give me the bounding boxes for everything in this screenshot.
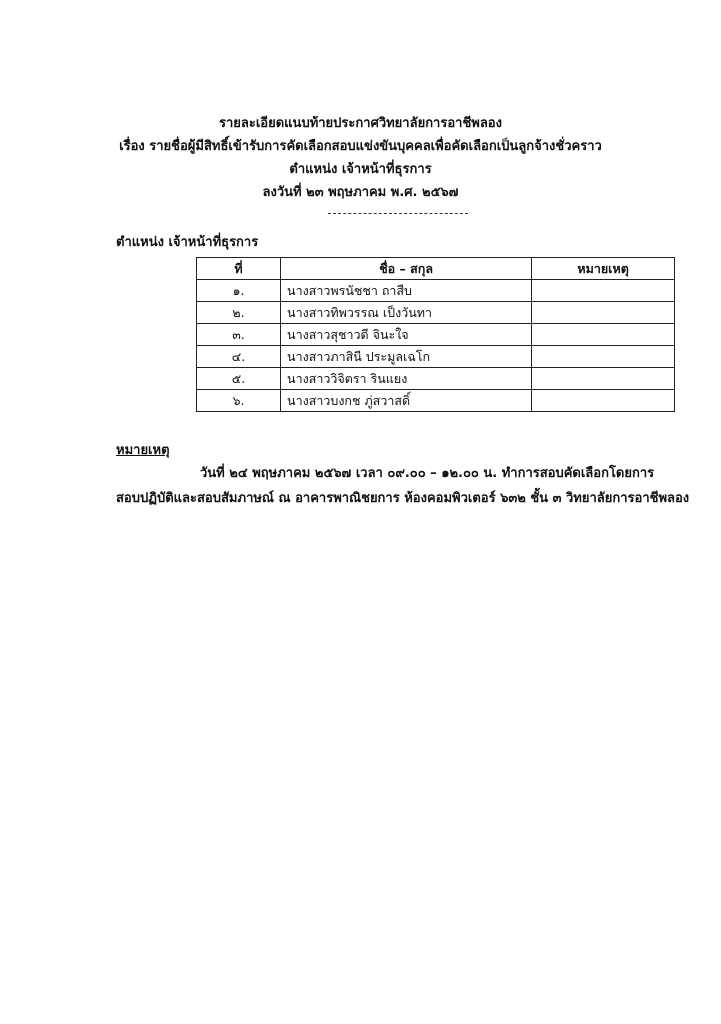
row-name: นางสาววิจิตรา รินแยง [281,368,532,390]
document-header [0,112,721,204]
note-text-line1: วันที่ ๒๔ พฤษภาคม ๒๕๖๗ เวลา ๐๙.๐๐ – ๑๒.๐๐ น. ทำการสอบคัดเลือกโดยการ [200,466,655,481]
header-divider [328,213,468,214]
row-remark [532,302,675,324]
column-header-name: ชื่อ – สกุล [281,258,532,280]
table-row [197,368,675,390]
column-header-number: ที่ [197,258,281,280]
note-text-line2: สอบปฏิบัติและสอบสัมภาษณ์ ณ อาคารพาณิชยการ ห้องคอมพิวเตอร์ ๖๓๒ ชั้น ๓ วิทยาลัยการอาชีพลอง [116,491,690,506]
candidate-table [196,257,675,412]
row-number: ๔. [197,346,281,368]
table-header-row [197,258,675,280]
header-subject: เรื่อง รายชื่อผู้มีสิทธิ์เข้ารับการคัดเลือกสอบแข่งขันบุคคลเพื่อคัดเลือกเป็นลูกจ้างชั่วคราว [119,139,602,154]
row-remark [532,324,675,346]
table-row [197,324,675,346]
row-number: ๑. [197,280,281,302]
row-number: ๓. [197,324,281,346]
row-name: นางสาวทิพวรรณ เป็งวันทา [281,302,532,324]
header-title: รายละเอียดแนบท้ายประกาศวิทยาลัยการอาชีพลอง [219,116,502,131]
row-name: นางสาวบงกช ภู่สวาสดิ์ [281,390,532,412]
header-date: ลงวันที่ ๒๓ พฤษภาคม พ.ศ. ๒๕๖๗ [262,185,459,200]
row-remark [532,368,675,390]
note-title: หมายเหตุ [116,443,170,458]
column-header-remark: หมายเหตุ [532,258,675,280]
table-row [197,346,675,368]
row-remark [532,390,675,412]
header-position: ตำแหน่ง เจ้าหน้าที่ธุรการ [289,162,432,177]
row-name: นางสาวพรนัชชา ถาสืบ [281,280,532,302]
table-row [197,390,675,412]
row-name: นางสาวสุชาวดี จินะใจ [281,324,532,346]
row-name: นางสาวภาสินี ประมูลเฉโก [281,346,532,368]
table-row [197,302,675,324]
row-number: ๒. [197,302,281,324]
section-title: ตำแหน่ง เจ้าหน้าที่ธุรการ [116,235,259,250]
row-remark [532,280,675,302]
row-number: ๖. [197,390,281,412]
row-remark [532,346,675,368]
row-number: ๕. [197,368,281,390]
table-row [197,280,675,302]
